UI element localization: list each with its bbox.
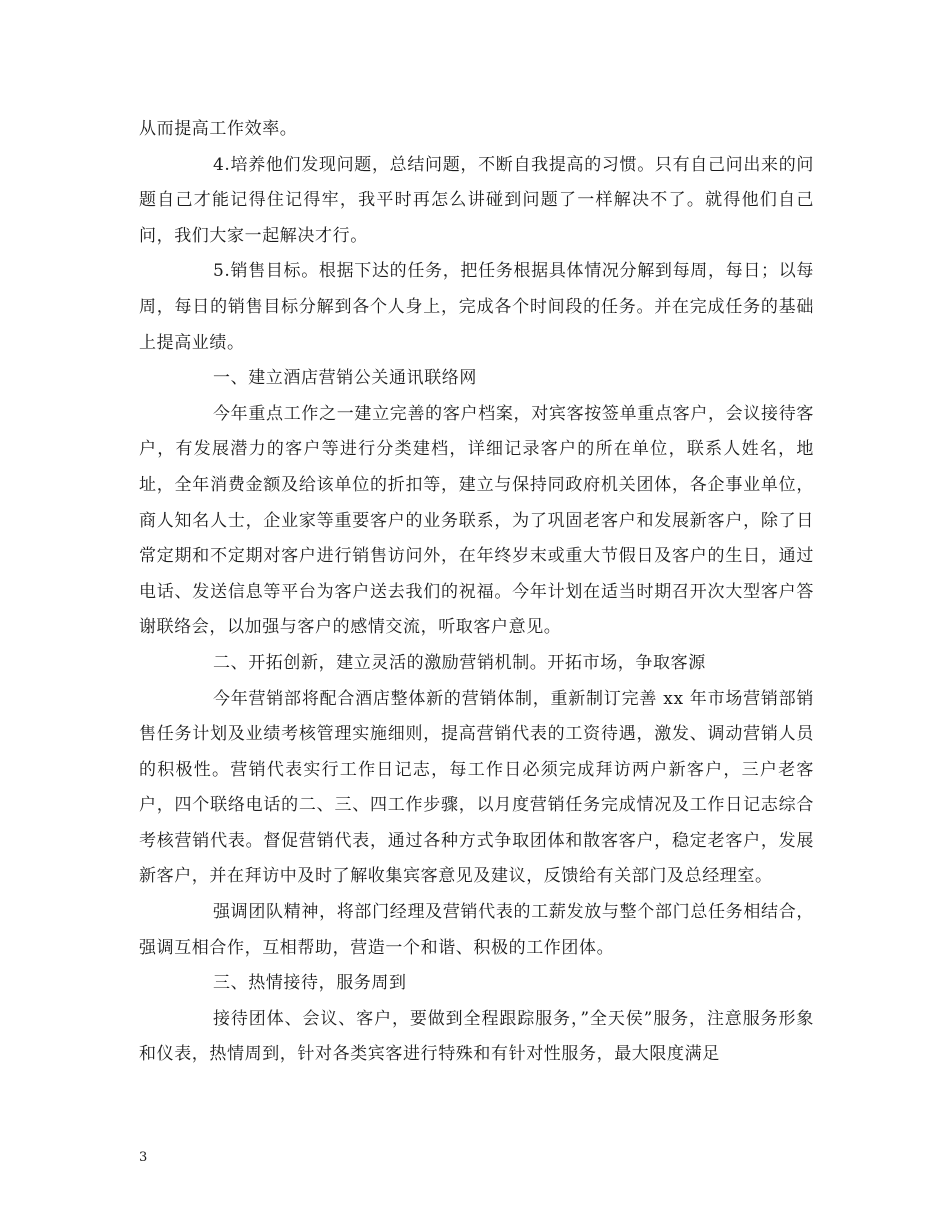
paragraph-continuation: 从而提高工作效率。: [139, 119, 298, 139]
page-number: 3: [139, 1150, 148, 1165]
paragraph-section-2: 今年营销部将配合酒店整体新的营销体制，重新制订完善 xx 年市场营销部销售任务计划及业绩考核管理实施细则，提高营销代表的工资待遇，激发、调动营销人员的积极性。营销代表实行工作日记志，每工作日必须完成拜访两户新客户，三户老客户，四个联络电话的二、三、四工作步骤，以月度营销任务完成情况及工作日记志综合考核营销代表。督促营销代表，通过各种方式争取团体和散客客户，稳定老客户，发展新客户，并在拜访中及时了解收集宾客意见及建议，反馈给有关部门及总经理室。: [139, 688, 814, 887]
paragraph-section-3: 接待团体、会议、客户，要做到全程跟踪服务，”全天侯”服务，注意服务形象和仪表，热情周到，针对各类宾客进行特殊和有针对性服务，最大限度满足: [139, 1008, 814, 1065]
section-heading-1: 一、建立酒店营销公关通讯联络网: [213, 368, 477, 389]
paragraph-section-1: 今年重点工作之一建立完善的客户档案，对宾客按签单重点客户，会议接待客户，有发展潜力的客户等进行分类建档，详细记录客户的所在单位，联系人姓名，地址，全年消费金额及给该单位的折扣等，建立与保持同政府机关团体，各企事业单位，商人知名人士，企业家等重要客户的业务联系，为了巩固老客户和发展新客户，除了日常定期和不定期对客户进行销售访问外，在年终岁末或重大节假日及客户的生日，通过电话、发送信息等平台为客户送去我们的祝福。今年计划在适当时期召开次大型客户答谢联络会，以加强与客户的感情交流，听取客户意见。: [139, 403, 814, 638]
paragraph-teamwork: 强调团队精神，将部门经理及营销代表的工薪发放与整个部门总任务相结合，强调互相合作，互相帮助，营造一个和谐、积极的工作团体。: [139, 902, 814, 958]
section-heading-3: 三、热情接待，服务周到: [213, 973, 407, 994]
section-heading-2: 二、开拓创新，建立灵活的激励营销机制。开拓市场，争取客源: [213, 652, 706, 673]
paragraph-item-5: 5.销售目标。根据下达的任务，把任务根据具体情况分解到每周，每日；以每周，每日的销售目标分解到各个人身上，完成各个时间段的任务。并在完成任务的基础上提高业绩。: [139, 261, 814, 353]
document-body: [139, 112, 814, 1073]
paragraph-item-4: 4.培养他们发现问题，总结问题，不断自我提高的习惯。只有自己问出来的问题自己才能记得住记得牢，我平时再怎么讲碰到问题了一样解决不了。就得他们自己问，我们大家一起解决才行。: [139, 154, 814, 246]
